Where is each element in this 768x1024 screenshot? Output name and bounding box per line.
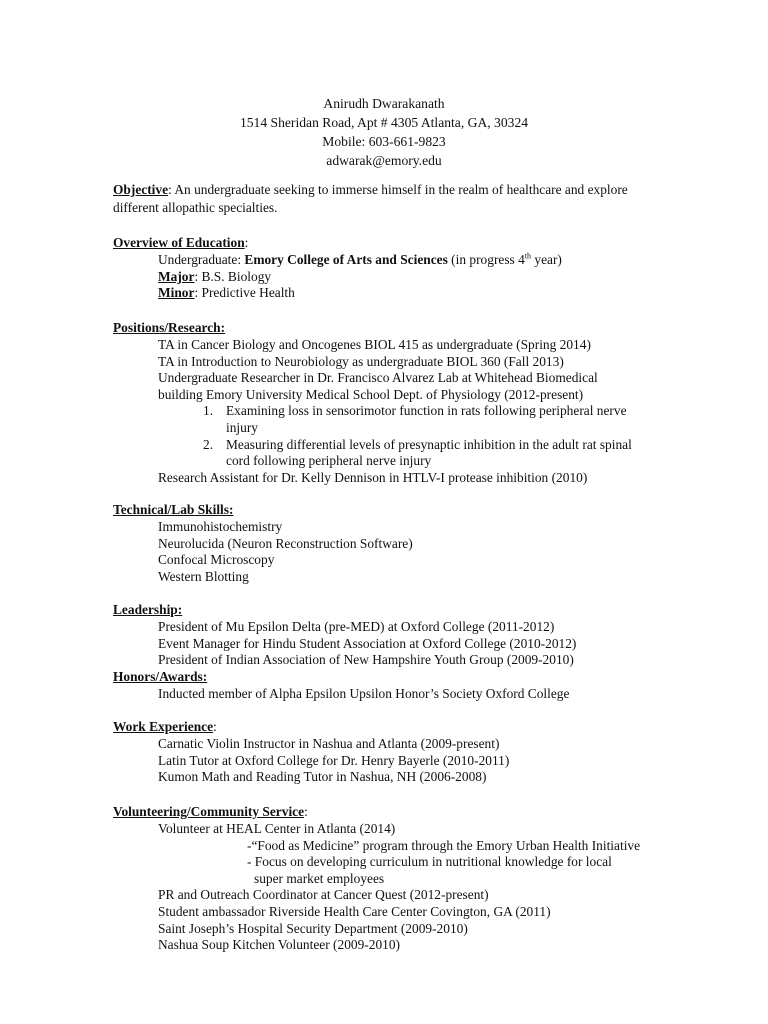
skill-item: Neurolucida (Neuron Reconstruction Software) bbox=[158, 535, 413, 551]
volunteer-item: PR and Outreach Coordinator at Cancer Quest (2012-present) bbox=[158, 887, 489, 903]
work-heading-row bbox=[113, 719, 673, 736]
progress-sup: th bbox=[524, 251, 532, 261]
work-item: Carnatic Violin Instructor in Nashua and Atlanta (2009-present) bbox=[158, 736, 500, 751]
skill-item: Western Blotting bbox=[158, 568, 249, 584]
work-heading: Work Experience bbox=[113, 719, 214, 734]
education-heading-row bbox=[113, 235, 673, 252]
volunteering-heading: Volunteering/Community Service bbox=[113, 804, 305, 819]
contact-header bbox=[0, 94, 768, 170]
volunteer-item: Nashua Soup Kitchen Volunteer (2009-2010) bbox=[158, 937, 400, 953]
work-item: Latin Tutor at Oxford College for Dr. Henry Bayerle (2010-2011) bbox=[158, 752, 510, 768]
education-section bbox=[113, 235, 673, 302]
volunteer-sub-item: -“Food as Medicine” program through the Emory Urban Health Initiative bbox=[247, 837, 641, 853]
leadership-heading-row bbox=[113, 602, 673, 619]
leadership-item: Event Manager for Hindu Student Association at Oxford College (2010-2012) bbox=[158, 635, 577, 651]
volunteer-item: Saint Joseph’s Hospital Security Department (2009-2010) bbox=[158, 920, 468, 936]
skills-heading-row bbox=[113, 502, 673, 519]
work-section bbox=[113, 719, 673, 786]
applicant-name: Anirudh Dwarakanath bbox=[323, 96, 445, 111]
position-item: building Emory University Medical School Dept. of Physiology (2012-present) bbox=[158, 386, 584, 402]
education-colon: : bbox=[244, 235, 249, 250]
objective-section bbox=[113, 182, 673, 216]
volunteering-colon: : bbox=[304, 804, 308, 819]
research-numbered-item-cont bbox=[113, 420, 673, 437]
research-numbered-item bbox=[113, 437, 673, 454]
minor-line bbox=[113, 285, 673, 302]
item-number: 2. bbox=[203, 436, 214, 452]
undergrad-line bbox=[113, 252, 673, 269]
position-item: Research Assistant for Dr. Kelly Dennison in HTLV-I protease inhibition (2010) bbox=[158, 469, 588, 485]
honors-section bbox=[113, 669, 673, 703]
leadership-item: President of Indian Association of New Hampshire Youth Group (2009-2010) bbox=[158, 652, 574, 668]
positions-section bbox=[113, 320, 673, 486]
minor-label: Minor bbox=[158, 285, 195, 301]
work-item: Kumon Math and Reading Tutor in Nashua, NH (2006-2008) bbox=[158, 769, 487, 785]
item-text-cont: injury bbox=[226, 419, 258, 435]
position-item: TA in Introduction to Neurobiology as undergraduate BIOL 360 (Fall 2013) bbox=[158, 353, 564, 369]
major-label: Major bbox=[158, 268, 195, 284]
minor-value: : Predictive Health bbox=[194, 285, 295, 301]
leadership-item: President of Mu Epsilon Delta (pre-MED) at Oxford College (2011-2012) bbox=[158, 619, 555, 634]
positions-heading-row bbox=[113, 320, 673, 337]
volunteer-sub-item-cont: super market employees bbox=[254, 870, 385, 886]
undergrad-label: Undergraduate: bbox=[158, 252, 245, 267]
research-numbered-item-cont bbox=[113, 453, 673, 470]
progress-pre: (in progress 4 bbox=[447, 252, 525, 267]
positions-heading: Positions/Research: bbox=[113, 320, 226, 335]
leadership-section bbox=[113, 602, 673, 669]
skills-section bbox=[113, 502, 673, 585]
volunteering-section bbox=[113, 804, 673, 954]
email-address: adwarak@emory.edu bbox=[326, 153, 442, 168]
skill-item: Confocal Microscopy bbox=[158, 552, 275, 568]
volunteer-item: Volunteer at HEAL Center in Atlanta (2014) bbox=[158, 821, 396, 836]
honors-heading-row bbox=[113, 669, 673, 686]
address: 1514 Sheridan Road, Apt # 4305 Atlanta, GA, 30324 bbox=[239, 115, 529, 130]
item-text: Measuring differential levels of presynaptic inhibition in the adult rat spinal bbox=[226, 436, 632, 452]
work-colon: : bbox=[213, 719, 217, 734]
objective-label: Objective bbox=[113, 182, 169, 197]
progress-post: year) bbox=[531, 252, 562, 267]
major-value: : B.S. Biology bbox=[194, 268, 272, 284]
skills-heading: Technical/Lab Skills: bbox=[113, 502, 234, 517]
objective-text-1: An undergraduate seeking to immerse himself in the realm of healthcare and explore bbox=[174, 182, 628, 197]
item-number: 1. bbox=[203, 403, 214, 419]
position-item: Undergraduate Researcher in Dr. Francisco Alvarez Lab at Whitehead Biomedical bbox=[158, 370, 598, 386]
honor-item: Inducted member of Alpha Epsilon Upsilon Honor’s Society Oxford College bbox=[158, 686, 570, 701]
research-numbered-item bbox=[113, 403, 673, 420]
mobile-number: Mobile: 603-661-9823 bbox=[322, 134, 446, 149]
honors-heading: Honors/Awards: bbox=[113, 669, 208, 684]
volunteering-heading-row bbox=[113, 804, 673, 821]
leadership-heading: Leadership: bbox=[113, 602, 183, 617]
position-item: TA in Cancer Biology and Oncogenes BIOL 415 as undergraduate (Spring 2014) bbox=[158, 337, 591, 352]
objective-text-2: different allopathic specialties. bbox=[113, 199, 278, 215]
volunteer-item: Student ambassador Riverside Health Care Center Covington, GA (2011) bbox=[158, 903, 551, 919]
major-line bbox=[113, 269, 673, 286]
volunteer-sub-item: - Focus on developing curriculum in nutritional knowledge for local bbox=[247, 854, 612, 870]
college-name: Emory College of Arts and Sciences bbox=[244, 252, 448, 267]
item-text-cont: cord following peripheral nerve injury bbox=[226, 453, 432, 469]
skill-item: Immunohistochemistry bbox=[158, 519, 283, 534]
education-heading: Overview of Education bbox=[113, 235, 245, 250]
objective-colon: : bbox=[168, 182, 175, 197]
objective-line-1 bbox=[113, 182, 673, 199]
item-text: Examining loss in sensorimotor function in rats following peripheral nerve bbox=[226, 403, 627, 419]
